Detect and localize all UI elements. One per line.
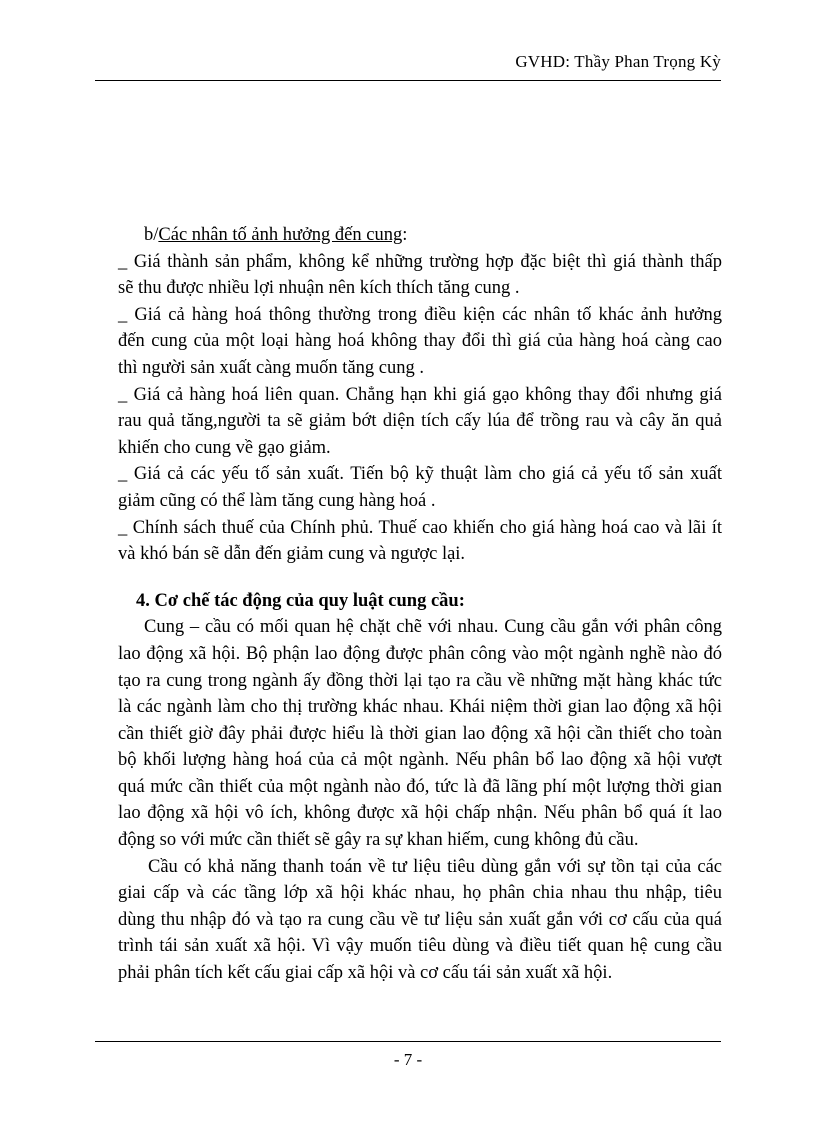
section-b-prefix: b/: [144, 225, 159, 245]
section-4-p2-line: phải phân tích kết cấu giai cấp xã hội và cơ cấu tái sản xuất xã hội.: [118, 963, 613, 984]
section-4-p1-line: quá mức cần thiết của một ngành nào đó, tức là đã lãng phí một lượng thời gian: [118, 776, 722, 797]
document-body: [118, 222, 722, 987]
section-b-line: _ Chính sách thuế của Chính phủ. Thuế cao khiến cho giá hàng hoá cao và lãi ít: [118, 517, 722, 538]
section-b-line: rau quả tăng,người ta sẽ giảm bớt diện tích cấy lúa để trồng rau và cây ăn quả: [118, 411, 722, 432]
section-b-line: _ Giá cả hàng hoá liên quan. Chẳng hạn khi giá gạo không thay đổi nhưng giá: [118, 384, 722, 405]
section-4-p1-line: tạo ra cung trong ngành ấy đồng thời lại tạo ra cầu về những mặt hàng khác tức: [118, 670, 722, 691]
page-number: - 7 -: [393, 1050, 423, 1069]
section-b-line: giảm cũng có thể làm tăng cung hàng hoá .: [118, 490, 436, 511]
section-b-line: đến cung của một loại hàng hoá không thay đổi thì giá của hàng hoá càng cao: [118, 331, 722, 352]
section-b-line: sẽ thu được nhiều lợi nhuận nên kích thích tăng cung .: [118, 278, 520, 299]
section-4-p1-line: bộ khối lượng hàng hoá của cả một ngành. Nếu phân bổ lao động xã hội vượt: [118, 750, 722, 771]
section-4-p1-line: lao động xã hội vô ích, không được xã hội chấp nhận. Nếu phân bổ quá ít lao: [118, 803, 722, 824]
section-4-p1-line: cần thiết giờ đây phải được hiểu là thời gian lao động xã hội cần thiết cho toàn: [118, 723, 722, 744]
section-b-heading: [118, 222, 722, 249]
section-4-p2-line: dùng thu nhập đó và tạo ra cung cầu về tư liệu sản xuất gắn với cơ cấu của quá: [118, 909, 722, 930]
section-b-line: _ Giá thành sản phẩm, không kể những trường hợp đặc biệt thì giá thành thấp: [118, 251, 722, 272]
section-4-p2-line: giai cấp và các tầng lớp xã hội khác nhau, họ phân chia nhau thu nhập, tiêu: [118, 883, 722, 904]
section-4-p1-line: là các ngành làm cho thị trường khác nhau. Khái niệm thời gian lao động xã hội: [118, 697, 722, 718]
section-4-p1-line: Cung – cầu có mối quan hệ chặt chẽ với nhau. Cung cầu gắn với phân công: [144, 617, 722, 638]
section-b-line: và khó bán sẽ dẫn đến giảm cung và ngược lại.: [118, 544, 466, 565]
section-b-line: _ Giá cả các yếu tố sản xuất. Tiến bộ kỹ thuật làm cho giá cả yếu tố sản xuất: [118, 464, 722, 485]
header-divider: [95, 80, 721, 81]
section-4-p2-line: trình tái sản xuất xã hội. Vì vậy muốn tiêu dùng và điều tiết quan hệ cung cầu: [118, 936, 722, 957]
section-4-p2-line: Cầu có khả năng thanh toán về tư liệu tiêu dùng gắn với sự tồn tại của các: [148, 856, 722, 877]
section-b-line: thì người sản xuất càng muốn tăng cung .: [118, 357, 424, 378]
footer-divider: [95, 1041, 721, 1042]
section-4-p1-line: động so với mức cần thiết sẽ gây ra sự khan hiếm, cung không đủ cầu.: [118, 830, 639, 851]
section-4-p1-line: lao động xã hội. Bộ phận lao động được phân công vào một ngành nghề nào đó: [118, 643, 722, 664]
section-b-line: khiến cho cung về gạo giảm.: [118, 437, 331, 458]
section-b-suffix: :: [402, 225, 408, 245]
section-b-title: Các nhân tố ảnh hưởng đến cung: [158, 225, 403, 245]
section-4-heading: 4. Cơ chế tác động của quy luật cung cầu:: [136, 590, 465, 611]
section-b-line: _ Giá cả hàng hoá thông thường trong điều kiện các nhân tố khác ảnh hưởng: [118, 304, 722, 325]
page-header: GVHD: Thầy Phan Trọng Kỳ: [515, 52, 721, 71]
